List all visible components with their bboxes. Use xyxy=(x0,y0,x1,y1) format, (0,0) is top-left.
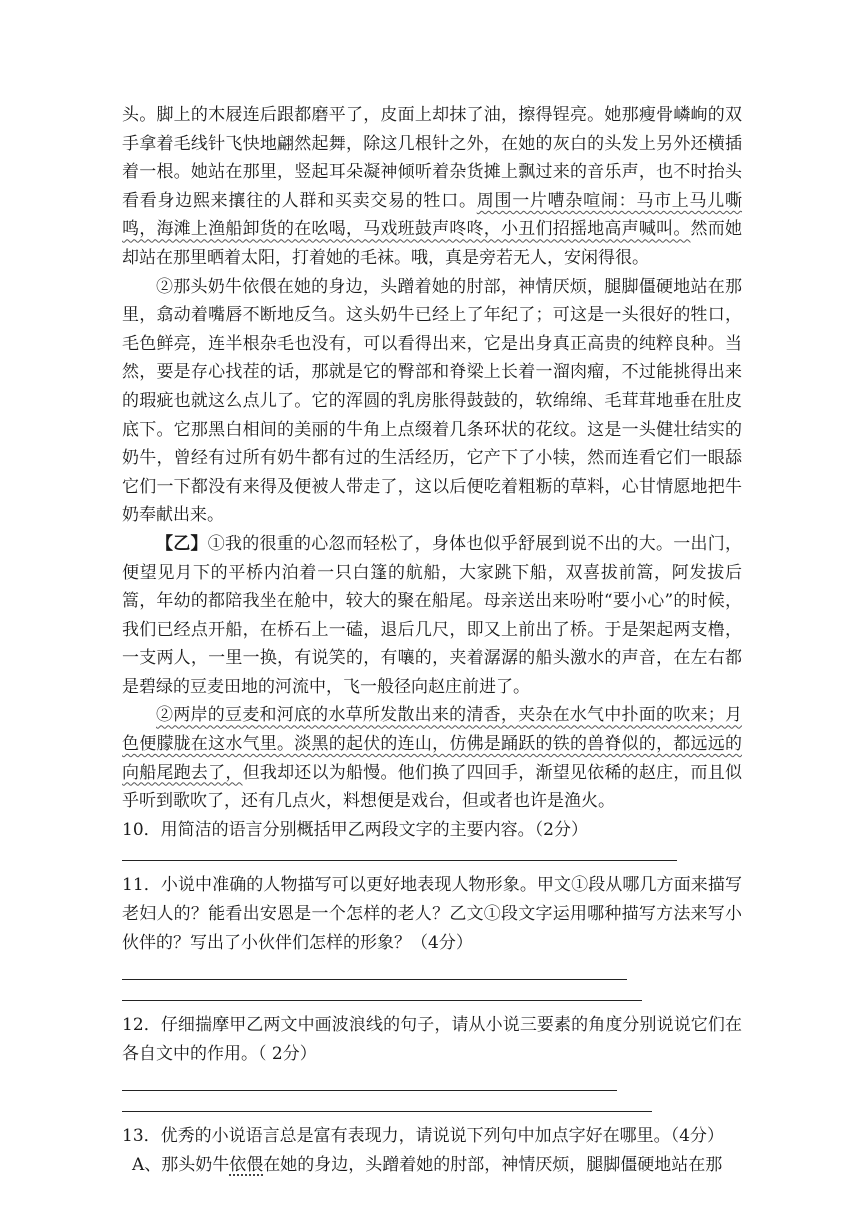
question-13-item-a: A、那头奶牛依偎在她的身边，头蹭着她的肘部，神情厌烦，腿脚僵硬地站在那 xyxy=(132,1155,723,1175)
question-10: 10．用简洁的语言分别概括甲乙两段文字的主要内容。（2分） xyxy=(122,819,588,840)
question-12: 12．仔细揣摩甲乙两文中画波浪线的句子，请从小说三要素的角度分别说说它们在各自文中的作用。（ 2分） xyxy=(122,1015,742,1064)
yi-wavy-sentence: ②两岸的豆麦和河底的水草所发散出来的清香，夹杂在水气中扑面的吹来；月色便朦胧在这水气里。淡黑的起伏的连山，仿佛是踊跃的铁的兽脊似的，都远远的向船尾跑去了， xyxy=(122,705,742,783)
jia-paragraph-2: ②那头奶牛依偎在她的身边，头蹭着她的肘部，神情厌烦，腿脚僵硬地站在那里，翕动着嘴唇不断地反刍。这头奶牛已经上了年纪了；可这是一头很好的牲口，毛色鲜亮，连半根杂毛也没有，可以看得出来，它是出身真正高贵的纯粹良种。当然，要是存心找茬的话，那就是它的臀部和脊梁上长着一溜肉瘤，不过能挑得出来的瑕疵也就这么点儿了。它的浑圆的乳房胀得鼓鼓的，软绵绵、毛茸茸地垂在肚皮底下。它那黑白相间的美丽的牛角上点缀着几条环状的花纹。这是一头健壮结实的奶牛，曾经有过所有奶牛都有过的生活经历，它产下了小犊，然而连看它们一眼舔它们一下都没有来得及便被人带走了，这以后便吃着粗粝的草料，心甘情愿地把牛奶奉献出来。 xyxy=(122,276,742,526)
jia-wavy-sentence: 周围一片嘈杂喧闹：马市上马儿嘶鸣，海滩上渔船卸货的在吆喝，马戏班鼓声咚咚，小丑们招摇地高声喊叫。 xyxy=(122,190,743,240)
exam-page xyxy=(122,101,742,1180)
yi-paragraph-2: ②两岸的豆麦和河底的水草所发散出来的清香，夹杂在水气中扑面的吹来；月色便朦胧在这水气里。淡黑的起伏的连山，仿佛是踊跃的铁的兽脊似的，都远远的向船尾跑去了，但我却还以为船慢。他们换了四回手，渐望见依稀的赵庄，而且似乎听到歌吹了，还有几点火，料想便是戏台，但或者也许是渔火。 xyxy=(122,705,743,812)
answer-line[interactable] xyxy=(122,1111,652,1112)
jia-paragraph-1: 头。脚上的木屐连后跟都磨平了，皮面上却抹了油，擦得锃亮。她那瘦骨嶙峋的双手拿着毛线针飞快地翩然起舞，除这几根针之外，在她的灰白的头发上另外还横插着一根。她站在那里，竖起耳朵凝神倾听着杂货摊上飘过来的音乐声，也不时抬头看看身边熙来攘往的人群和买卖交易的牲口。周围一片嘈杂喧闹：马市上马儿嘶鸣，海滩上渔船卸货的在吆喝，马戏班鼓声咚咚，小丑们招摇地高声喊叫。然而她却站在那里晒着太阳，打着她的毛袜。哦，真是旁若无人，安闲得很。 xyxy=(122,105,743,268)
answer-line[interactable] xyxy=(122,1090,617,1091)
answer-line[interactable] xyxy=(122,979,627,980)
question-13: 13．优秀的小说语言总是富有表现力，请说说下列句中加点字好在哪里。（4分） xyxy=(122,1126,724,1147)
yi-label: 【乙】 xyxy=(156,533,208,554)
question-11: 11．小说中准确的人物描写可以更好地表现人物形象。甲文①段从哪几方面来描写老妇人的？能看出安恩是一个怎样的老人？乙文①段文字运用哪种描写方法来写小伙伴的？写出了小伙伴们怎样的形象？（4分） xyxy=(122,875,742,953)
answer-line[interactable] xyxy=(122,1000,642,1001)
answer-line[interactable] xyxy=(122,860,677,861)
yi-paragraph-1: 【乙】①我的很重的心忽而轻松了，身体也似乎舒展到说不出的大。一出门，便望见月下的平桥内泊着一只白篷的航船，大家跳下船，双喜拔前篙，阿发拔后篙，年幼的都陪我坐在舱中，较大的聚在船尾。母亲送出来吩咐“要小心”的时候，我们已经点开船，在桥石上一磕，退后几尺，即又上前出了桥。于是架起两支橹，一支两人，一里一换，有说笑的，有嚷的，夹着潺潺的船头激水的声音，在左右都是碧绿的豆麦田地的河流中，飞一般径向赵庄前进了。 xyxy=(122,533,743,697)
dotted-word: 依偎 xyxy=(229,1155,264,1175)
